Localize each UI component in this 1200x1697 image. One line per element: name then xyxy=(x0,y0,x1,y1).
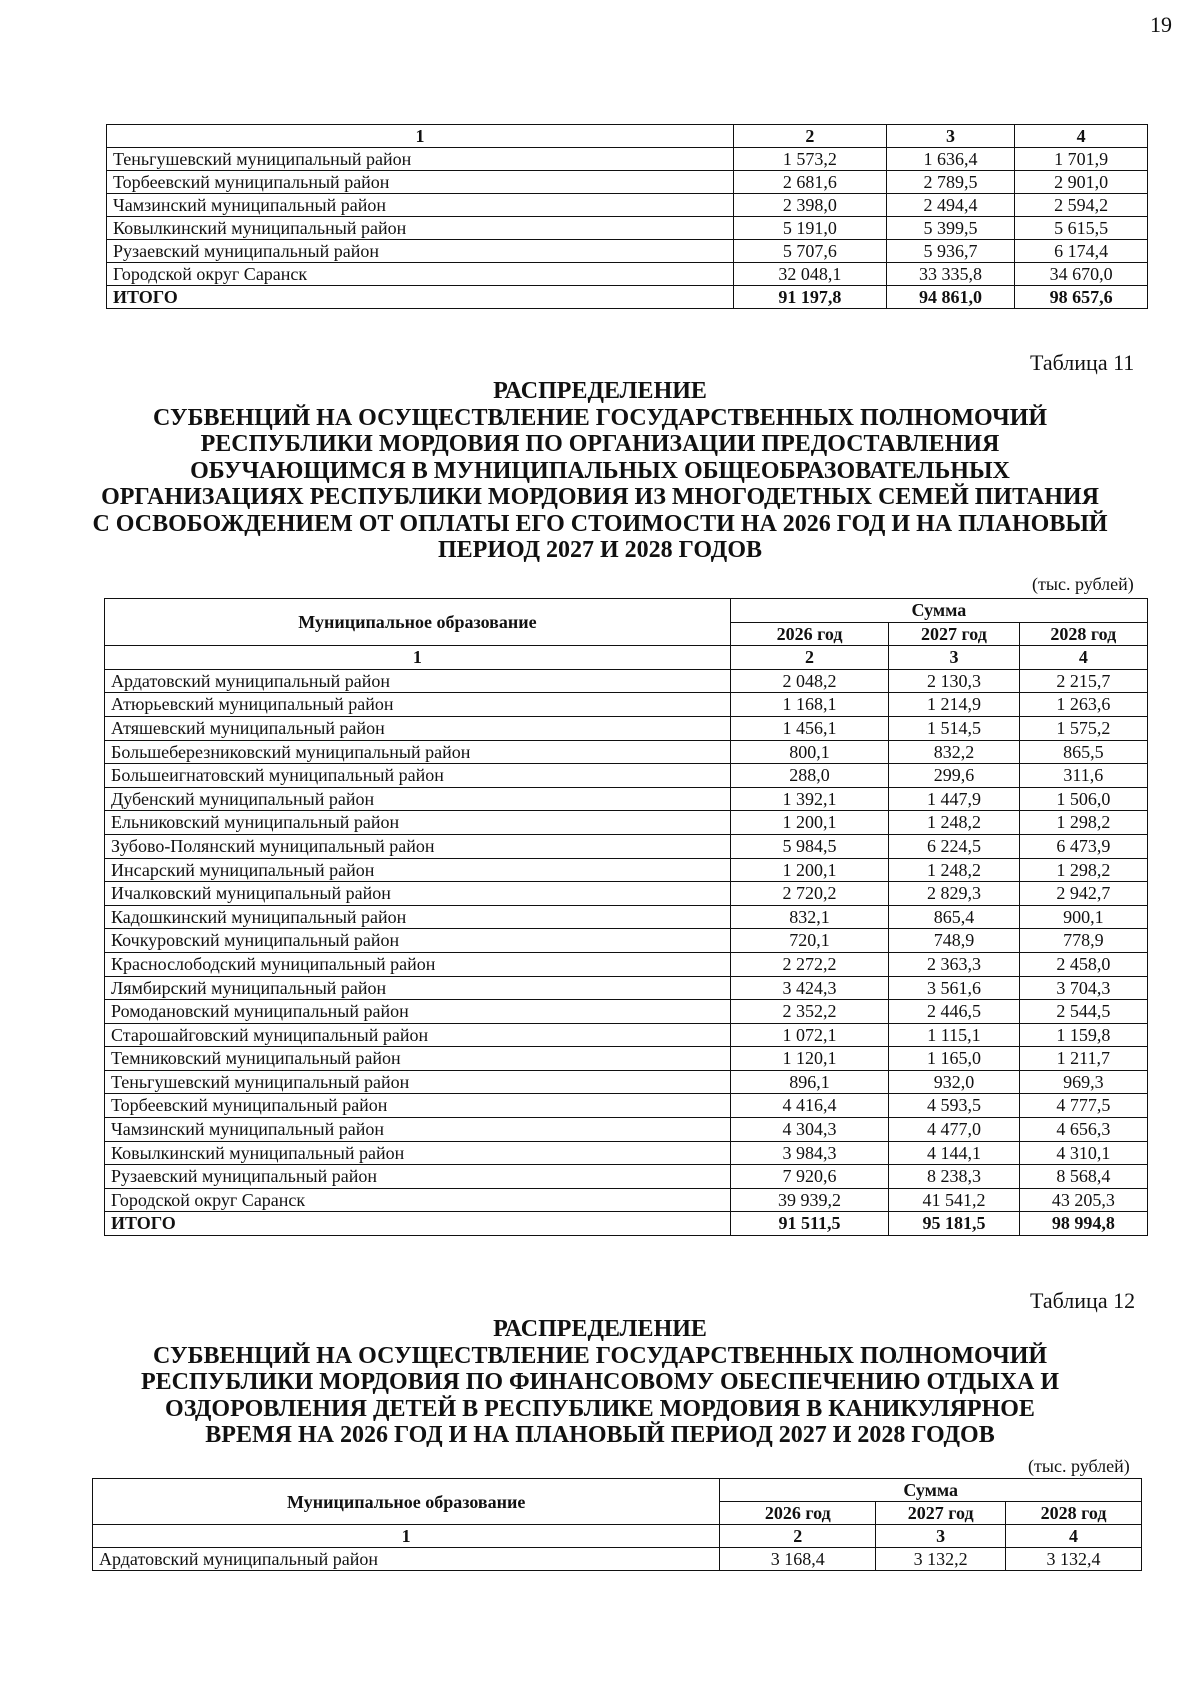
title-line: РАСПРЕДЕЛЕНИЕ xyxy=(493,1316,707,1342)
table-row xyxy=(105,1165,1148,1189)
value-2028: 2 942,7 xyxy=(1019,882,1147,906)
value-2026: 3 984,3 xyxy=(730,1141,888,1165)
total-2028: 98 994,8 xyxy=(1019,1212,1147,1236)
value-2027: 1 514,5 xyxy=(889,716,1019,740)
table-row xyxy=(105,811,1148,835)
value-2027: 8 238,3 xyxy=(889,1165,1019,1189)
municipality-name: Городской округ Саранск xyxy=(105,1188,731,1212)
value-2027: 3 561,6 xyxy=(889,976,1019,1000)
value-2028: 4 777,5 xyxy=(1019,1094,1147,1118)
table-row xyxy=(105,1094,1148,1118)
page-number: 19 xyxy=(1150,12,1172,37)
table-row xyxy=(105,669,1148,693)
municipality-name: Ардатовский муниципальный район xyxy=(105,669,731,693)
table-11-body xyxy=(105,646,1148,1236)
table-12-body xyxy=(93,1525,1142,1571)
value-2028: 778,9 xyxy=(1019,929,1147,953)
municipality-name: Дубенский муниципальный район xyxy=(105,787,731,811)
value-2026: 5 707,6 xyxy=(734,240,887,263)
table-row xyxy=(105,1047,1148,1071)
col-number: 1 xyxy=(107,125,734,148)
value-2027: 6 224,5 xyxy=(889,834,1019,858)
col-number: 4 xyxy=(1015,125,1148,148)
municipality-name: Рузаевский муниципальный район xyxy=(107,240,734,263)
table-11-header xyxy=(105,599,1148,646)
value-2028: 34 670,0 xyxy=(1015,263,1148,286)
table-row xyxy=(105,952,1148,976)
table-row xyxy=(105,1070,1148,1094)
value-2028: 5 615,5 xyxy=(1015,217,1148,240)
value-2027: 1 636,4 xyxy=(886,148,1015,171)
total-row xyxy=(107,286,1148,309)
table-row xyxy=(105,1118,1148,1142)
table-row xyxy=(105,716,1148,740)
value-2026: 2 681,6 xyxy=(734,171,887,194)
value-2027: 2 130,3 xyxy=(889,669,1019,693)
value-2028: 1 575,2 xyxy=(1019,716,1147,740)
value-2028: 1 506,0 xyxy=(1019,787,1147,811)
table-row xyxy=(105,905,1148,929)
col-number: 3 xyxy=(876,1525,1006,1548)
value-2026: 896,1 xyxy=(730,1070,888,1094)
value-2027: 5 936,7 xyxy=(886,240,1015,263)
municipality-name: Ковылкинский муниципальный район xyxy=(107,217,734,240)
col-number: 2 xyxy=(720,1525,876,1548)
year-header: 2027 год xyxy=(876,1502,1006,1525)
table-12 xyxy=(92,1478,1142,1571)
value-2027: 4 593,5 xyxy=(889,1094,1019,1118)
title-line: С ОСВОБОЖДЕНИЕМ ОТ ОПЛАТЫ ЕГО СТОИМОСТИ НА 2026 ГОД И НА ПЛАНОВЫЙ xyxy=(92,510,1108,537)
value-2026: 1 456,1 xyxy=(730,716,888,740)
value-2028: 1 298,2 xyxy=(1019,858,1147,882)
value-2027: 1 447,9 xyxy=(889,787,1019,811)
title-line: РАСПРЕДЕЛЕНИЕ xyxy=(493,378,707,404)
table-12-unit: (тыс. рублей) xyxy=(1028,1456,1130,1476)
value-2028: 4 310,1 xyxy=(1019,1141,1147,1165)
total-2027: 95 181,5 xyxy=(889,1212,1019,1236)
value-2026: 800,1 xyxy=(730,740,888,764)
column-number-row xyxy=(93,1525,1142,1548)
value-2026: 1 200,1 xyxy=(730,811,888,835)
value-2028: 1 211,7 xyxy=(1019,1047,1147,1071)
table-11 xyxy=(104,598,1148,1236)
municipality-name: Старошайговский муниципальный район xyxy=(105,1023,731,1047)
value-2027: 748,9 xyxy=(889,929,1019,953)
value-2026: 1 072,1 xyxy=(730,1023,888,1047)
value-2026: 1 392,1 xyxy=(730,787,888,811)
value-2026: 1 573,2 xyxy=(734,148,887,171)
municipality-name: Ичалковский муниципальный район xyxy=(105,882,731,906)
value-2026: 2 048,2 xyxy=(730,669,888,693)
municipality-name: Лямбирский муниципальный район xyxy=(105,976,731,1000)
col-number: 3 xyxy=(889,646,1019,670)
total-label: ИТОГО xyxy=(105,1212,731,1236)
title-line: СУБВЕНЦИЙ НА ОСУЩЕСТВЛЕНИЕ ГОСУДАРСТВЕННЫХ ПОЛНОМОЧИЙ xyxy=(152,1342,1048,1369)
col-number: 1 xyxy=(105,646,731,670)
table-row xyxy=(105,929,1148,953)
value-2027: 1 214,9 xyxy=(889,693,1019,717)
title-line: ОБУЧАЮЩИМСЯ В МУНИЦИПАЛЬНЫХ ОБЩЕОБРАЗОВАТЕЛЬНЫХ xyxy=(190,457,1010,484)
municipality-name: Теньгушевский муниципальный район xyxy=(107,148,734,171)
value-2027: 1 248,2 xyxy=(889,858,1019,882)
table-row xyxy=(105,1141,1148,1165)
column-number-row xyxy=(105,646,1148,670)
col-number: 2 xyxy=(730,646,888,670)
municipality-name: Атяшевский муниципальный район xyxy=(105,716,731,740)
municipality-name: Ардатовский муниципальный район xyxy=(93,1548,720,1571)
value-2028: 865,5 xyxy=(1019,740,1147,764)
table-row xyxy=(105,1023,1148,1047)
value-2027: 832,2 xyxy=(889,740,1019,764)
municipality-name: Городской округ Саранск xyxy=(107,263,734,286)
value-2028: 311,6 xyxy=(1019,764,1147,788)
value-2027: 2 363,3 xyxy=(889,952,1019,976)
table-row xyxy=(107,240,1148,263)
table-row xyxy=(105,1188,1148,1212)
title-line: ОРГАНИЗАЦИЯХ РЕСПУБЛИКИ МОРДОВИЯ ИЗ МНОГОДЕТНЫХ СЕМЕЙ ПИТАНИЯ xyxy=(101,484,1099,510)
total-label: ИТОГО xyxy=(107,286,734,309)
value-2027: 2 446,5 xyxy=(889,1000,1019,1024)
municipality-name: Темниковский муниципальный район xyxy=(105,1047,731,1071)
municipality-name: Рузаевский муниципальный район xyxy=(105,1165,731,1189)
title-line: ОЗДОРОВЛЕНИЯ ДЕТЕЙ В РЕСПУБЛИКЕ МОРДОВИЯ В КАНИКУЛЯРНОЕ xyxy=(165,1395,1035,1422)
table-11-title xyxy=(0,378,1200,564)
table-11-unit: (тыс. рублей) xyxy=(1032,574,1134,594)
table-11-label: Таблица 11 xyxy=(1030,350,1135,375)
value-2028: 2 901,0 xyxy=(1015,171,1148,194)
value-2026: 1 120,1 xyxy=(730,1047,888,1071)
value-2026: 1 168,1 xyxy=(730,693,888,717)
col-number: 4 xyxy=(1006,1525,1142,1548)
value-2026: 32 048,1 xyxy=(734,263,887,286)
year-header: 2028 год xyxy=(1006,1502,1142,1525)
value-2026: 2 352,2 xyxy=(730,1000,888,1024)
value-2027: 932,0 xyxy=(889,1070,1019,1094)
municipality-name: Кадошкинский муниципальный район xyxy=(105,905,731,929)
sum-header: Сумма xyxy=(730,599,1147,623)
value-2028: 2 215,7 xyxy=(1019,669,1147,693)
table-10-body xyxy=(107,125,1148,309)
col-number: 1 xyxy=(93,1525,720,1548)
table-12-header xyxy=(93,1479,1142,1525)
table-row xyxy=(105,764,1148,788)
value-2028: 43 205,3 xyxy=(1019,1188,1147,1212)
value-2027: 4 144,1 xyxy=(889,1141,1019,1165)
year-header: 2026 год xyxy=(720,1502,876,1525)
sum-header: Сумма xyxy=(720,1479,1142,1502)
value-2028: 8 568,4 xyxy=(1019,1165,1147,1189)
municipality-name: Чамзинский муниципальный район xyxy=(107,194,734,217)
value-2028: 1 298,2 xyxy=(1019,811,1147,835)
table-row xyxy=(105,787,1148,811)
table-row xyxy=(105,693,1148,717)
value-2027: 33 335,8 xyxy=(886,263,1015,286)
table-row xyxy=(105,976,1148,1000)
municipality-header: Муниципальное образование xyxy=(93,1479,720,1525)
column-number-row xyxy=(107,125,1148,148)
value-2027: 299,6 xyxy=(889,764,1019,788)
table-row xyxy=(107,217,1148,240)
value-2028: 6 473,9 xyxy=(1019,834,1147,858)
value-2028: 2 544,5 xyxy=(1019,1000,1147,1024)
title-line: РЕСПУБЛИКИ МОРДОВИЯ ПО ФИНАНСОВОМУ ОБЕСПЕЧЕНИЮ ОТДЫХА И xyxy=(140,1369,1060,1395)
value-2028: 3 132,4 xyxy=(1006,1548,1142,1571)
value-2027: 2 789,5 xyxy=(886,171,1015,194)
value-2026: 288,0 xyxy=(730,764,888,788)
municipality-name: Краснослободский муниципальный район xyxy=(105,952,731,976)
table-row xyxy=(107,263,1148,286)
table-row xyxy=(105,858,1148,882)
table-row xyxy=(105,882,1148,906)
value-2028: 6 174,4 xyxy=(1015,240,1148,263)
col-number: 3 xyxy=(886,125,1015,148)
municipality-name: Теньгушевский муниципальный район xyxy=(105,1070,731,1094)
value-2027: 5 399,5 xyxy=(886,217,1015,240)
value-2026: 2 720,2 xyxy=(730,882,888,906)
value-2028: 2 594,2 xyxy=(1015,194,1148,217)
title-line: ВРЕМЯ НА 2026 ГОД И НА ПЛАНОВЫЙ ПЕРИОД 2027 И 2028 ГОДОВ xyxy=(205,1422,995,1448)
municipality-header: Муниципальное образование xyxy=(105,599,731,646)
municipality-name: Инсарский муниципальный район xyxy=(105,858,731,882)
municipality-name: Торбеевский муниципальный район xyxy=(107,171,734,194)
municipality-name: Чамзинский муниципальный район xyxy=(105,1118,731,1142)
value-2028: 2 458,0 xyxy=(1019,952,1147,976)
value-2026: 2 398,0 xyxy=(734,194,887,217)
value-2027: 1 165,0 xyxy=(889,1047,1019,1071)
table-row xyxy=(105,1000,1148,1024)
municipality-name: Зубово-Полянский муниципальный район xyxy=(105,834,731,858)
table-12-title xyxy=(0,1316,1200,1449)
value-2026: 5 191,0 xyxy=(734,217,887,240)
value-2027: 865,4 xyxy=(889,905,1019,929)
value-2026: 3 168,4 xyxy=(720,1548,876,1571)
year-header: 2027 год xyxy=(889,622,1019,646)
value-2026: 832,1 xyxy=(730,905,888,929)
municipality-name: Торбеевский муниципальный район xyxy=(105,1094,731,1118)
value-2027: 1 248,2 xyxy=(889,811,1019,835)
total-2027: 94 861,0 xyxy=(886,286,1015,309)
value-2027: 2 494,4 xyxy=(886,194,1015,217)
col-number: 4 xyxy=(1019,646,1147,670)
table-12-label: Таблица 12 xyxy=(1030,1288,1136,1313)
value-2027: 3 132,2 xyxy=(876,1548,1006,1571)
municipality-name: Атюрьевский муниципальный район xyxy=(105,693,731,717)
municipality-name: Кочкуровский муниципальный район xyxy=(105,929,731,953)
table-row xyxy=(107,194,1148,217)
value-2028: 1 701,9 xyxy=(1015,148,1148,171)
year-header: 2028 год xyxy=(1019,622,1147,646)
year-header: 2026 год xyxy=(730,622,888,646)
value-2027: 4 477,0 xyxy=(889,1118,1019,1142)
total-2028: 98 657,6 xyxy=(1015,286,1148,309)
municipality-name: Ельниковский муниципальный район xyxy=(105,811,731,835)
value-2026: 1 200,1 xyxy=(730,858,888,882)
value-2026: 5 984,5 xyxy=(730,834,888,858)
value-2028: 1 263,6 xyxy=(1019,693,1147,717)
table-row xyxy=(105,834,1148,858)
total-2026: 91 197,8 xyxy=(734,286,887,309)
value-2026: 7 920,6 xyxy=(730,1165,888,1189)
value-2028: 1 159,8 xyxy=(1019,1023,1147,1047)
total-row xyxy=(105,1212,1148,1236)
table-row xyxy=(93,1548,1142,1571)
table-row xyxy=(107,148,1148,171)
value-2026: 39 939,2 xyxy=(730,1188,888,1212)
value-2026: 3 424,3 xyxy=(730,976,888,1000)
value-2027: 2 829,3 xyxy=(889,882,1019,906)
title-line: РЕСПУБЛИКИ МОРДОВИЯ ПО ОРГАНИЗАЦИИ ПРЕДОСТАВЛЕНИЯ xyxy=(200,431,1000,457)
value-2026: 2 272,2 xyxy=(730,952,888,976)
value-2028: 900,1 xyxy=(1019,905,1147,929)
total-2026: 91 511,5 xyxy=(730,1212,888,1236)
value-2028: 4 656,3 xyxy=(1019,1118,1147,1142)
value-2028: 969,3 xyxy=(1019,1070,1147,1094)
table-10-continuation xyxy=(106,124,1148,309)
municipality-name: Ковылкинский муниципальный район xyxy=(105,1141,731,1165)
title-line: ПЕРИОД 2027 И 2028 ГОДОВ xyxy=(438,537,762,563)
title-line: СУБВЕНЦИЙ НА ОСУЩЕСТВЛЕНИЕ ГОСУДАРСТВЕННЫХ ПОЛНОМОЧИЙ xyxy=(152,404,1048,431)
value-2026: 720,1 xyxy=(730,929,888,953)
table-row xyxy=(105,740,1148,764)
value-2026: 4 416,4 xyxy=(730,1094,888,1118)
table-row xyxy=(107,171,1148,194)
municipality-name: Ромодановский муниципальный район xyxy=(105,1000,731,1024)
col-number: 2 xyxy=(734,125,887,148)
value-2027: 1 115,1 xyxy=(889,1023,1019,1047)
municipality-name: Большеберезниковский муниципальный район xyxy=(105,740,731,764)
value-2027: 41 541,2 xyxy=(889,1188,1019,1212)
value-2026: 4 304,3 xyxy=(730,1118,888,1142)
value-2028: 3 704,3 xyxy=(1019,976,1147,1000)
municipality-name: Большеигнатовский муниципальный район xyxy=(105,764,731,788)
